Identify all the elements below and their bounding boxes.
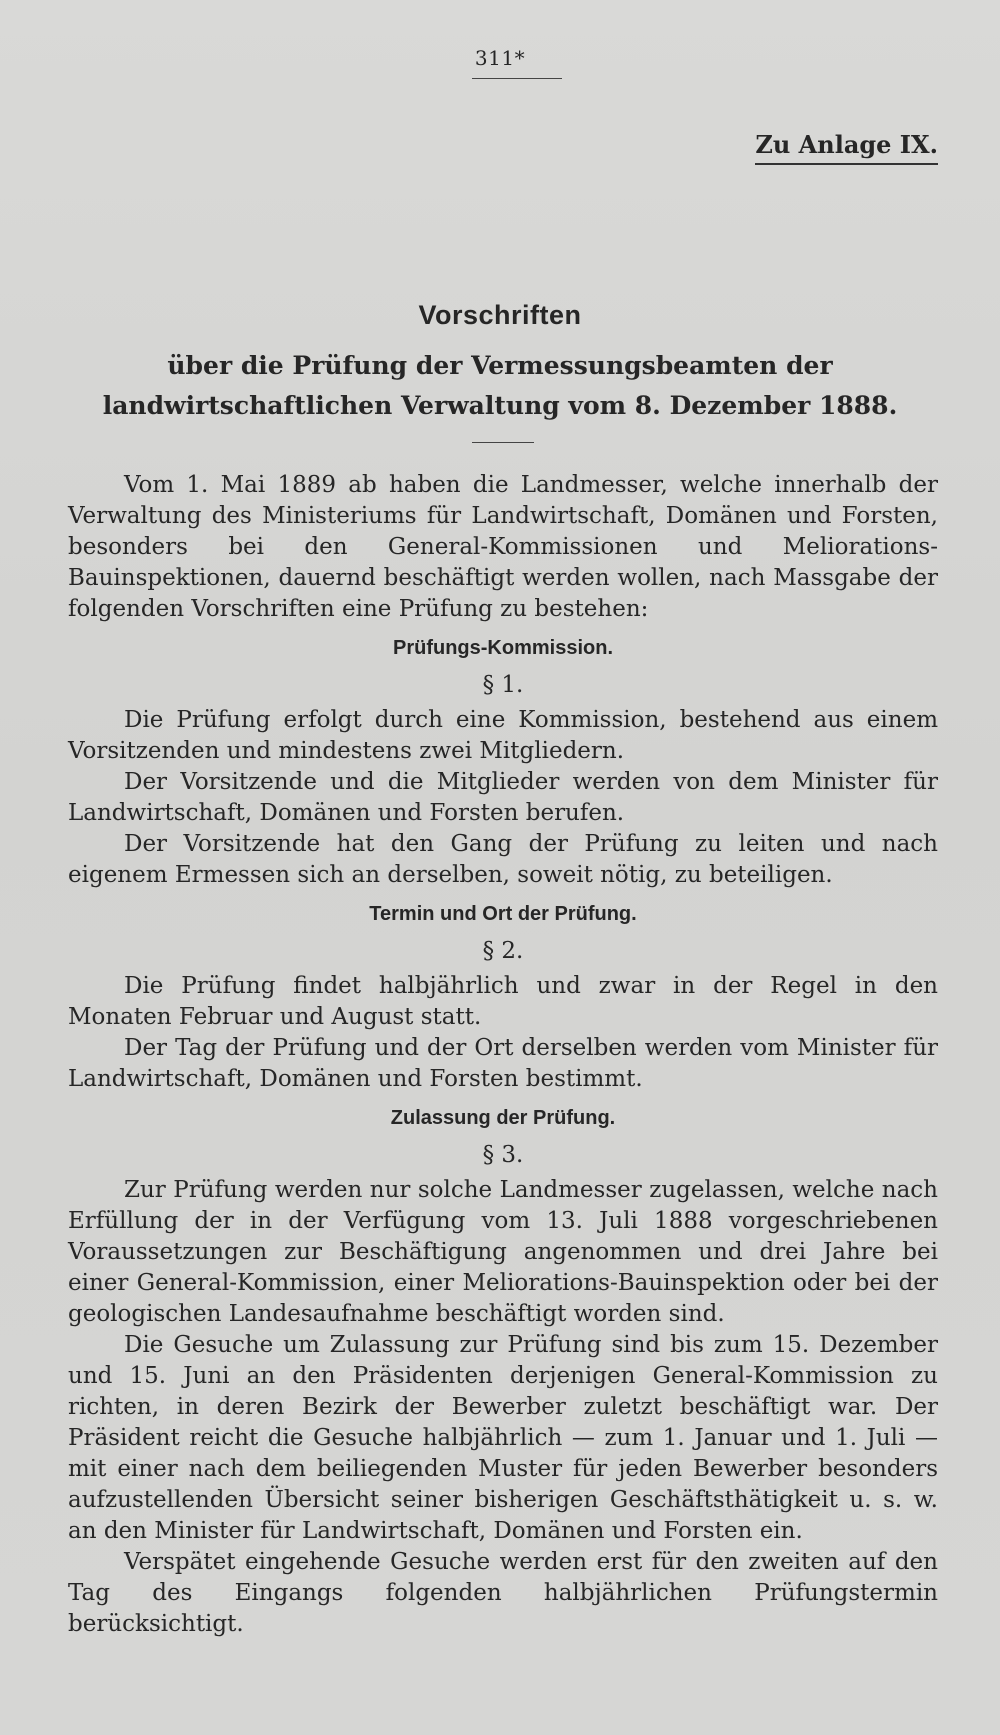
section-3 bbox=[68, 1103, 938, 1640]
section-1 bbox=[68, 633, 938, 891]
paragraph: Die Prüfung findet halbjährlich und zwar in der Regel in den Monaten Februar und August statt. bbox=[68, 973, 938, 1030]
title-rule bbox=[472, 442, 534, 443]
paragraph-sign: § 3. bbox=[482, 1142, 524, 1168]
document-title: Vorschriften bbox=[418, 300, 582, 330]
section-heading: Termin und Ort der Prüfung. bbox=[369, 903, 637, 925]
section-heading: Zulassung der Prüfung. bbox=[390, 1107, 616, 1129]
paragraph: Verspätet eingehende Gesuche werden erst für den zweiten auf den Tag des Eingangs folgenden halbjährlichen Prüfungstermin berücksichtigt. bbox=[68, 1549, 938, 1637]
document-subtitle: über die Prüfung der Vermessungsbeamten der landwirtschaftlichen Verwaltung vom 8. Dezember 1888. bbox=[102, 351, 898, 420]
paragraph: Zur Prüfung werden nur solche Landmesser zugelassen, welche nach Erfüllung der in der Verfügung vom 13. Juli 1888 vorgeschriebenen Voraussetzungen zur Beschäftigung angenommen und drei Jahre bei einer General-Kommission, einer Meliorations-Bauinspektion oder bei der geologischen Landesaufnahme beschäftigt worden sind. bbox=[68, 1177, 938, 1327]
paragraph: Die Prüfung erfolgt durch eine Kommission, bestehend aus einem Vorsitzenden und mindestens zwei Mitgliedern. bbox=[68, 707, 938, 764]
paragraph: Der Vorsitzende hat den Gang der Prüfung zu leiten und nach eigenem Ermessen sich an derselben, soweit nötig, zu beteiligen. bbox=[68, 831, 938, 888]
page-number-rule bbox=[472, 78, 562, 79]
appendix-reference: Zu Anlage IX. bbox=[755, 130, 938, 165]
section-heading: Prüfungs-Kommission. bbox=[392, 637, 613, 659]
paragraph-sign: § 2. bbox=[482, 938, 524, 964]
body-text bbox=[68, 470, 938, 1640]
paragraph-sign: § 1. bbox=[482, 672, 524, 698]
paragraph: Die Gesuche um Zulassung zur Prüfung sind bis zum 15. Dezember und 15. Juni an den Präsidenten derjenigen General-Kommission zu richten, in deren Bezirk der Bewerber zuletzt beschäftigt war. Der Präsident reicht die Gesuche halbjährlich — zum 1. Januar und 1. Juli — mit einer nach dem beiliegenden Muster für jeden Bewerber besonders aufzustellenden Übersicht seiner bisherigen Geschäftsthätigkeit u. s. w. an den Minister für Landwirtschaft, Domänen und Forsten ein. bbox=[68, 1332, 938, 1544]
page-number: 311* bbox=[474, 46, 526, 70]
section-2 bbox=[68, 899, 938, 1095]
paragraph: Der Vorsitzende und die Mitglieder werden von dem Minister für Landwirtschaft, Domänen und Forsten berufen. bbox=[68, 769, 938, 826]
intro-paragraph: Vom 1. Mai 1889 ab haben die Landmesser, welche innerhalb der Verwaltung des Ministeriums für Landwirtschaft, Domänen und Forsten, besonders bei den General-Kommissionen und Meliorations-Bauinspektionen, dauernd beschäftigt werden wollen, nach Massgabe der folgenden Vorschriften eine Prüfung zu bestehen: bbox=[68, 472, 938, 622]
paragraph: Der Tag der Prüfung und der Ort derselben werden vom Minister für Landwirtschaft, Domänen und Forsten bestimmt. bbox=[68, 1035, 938, 1092]
